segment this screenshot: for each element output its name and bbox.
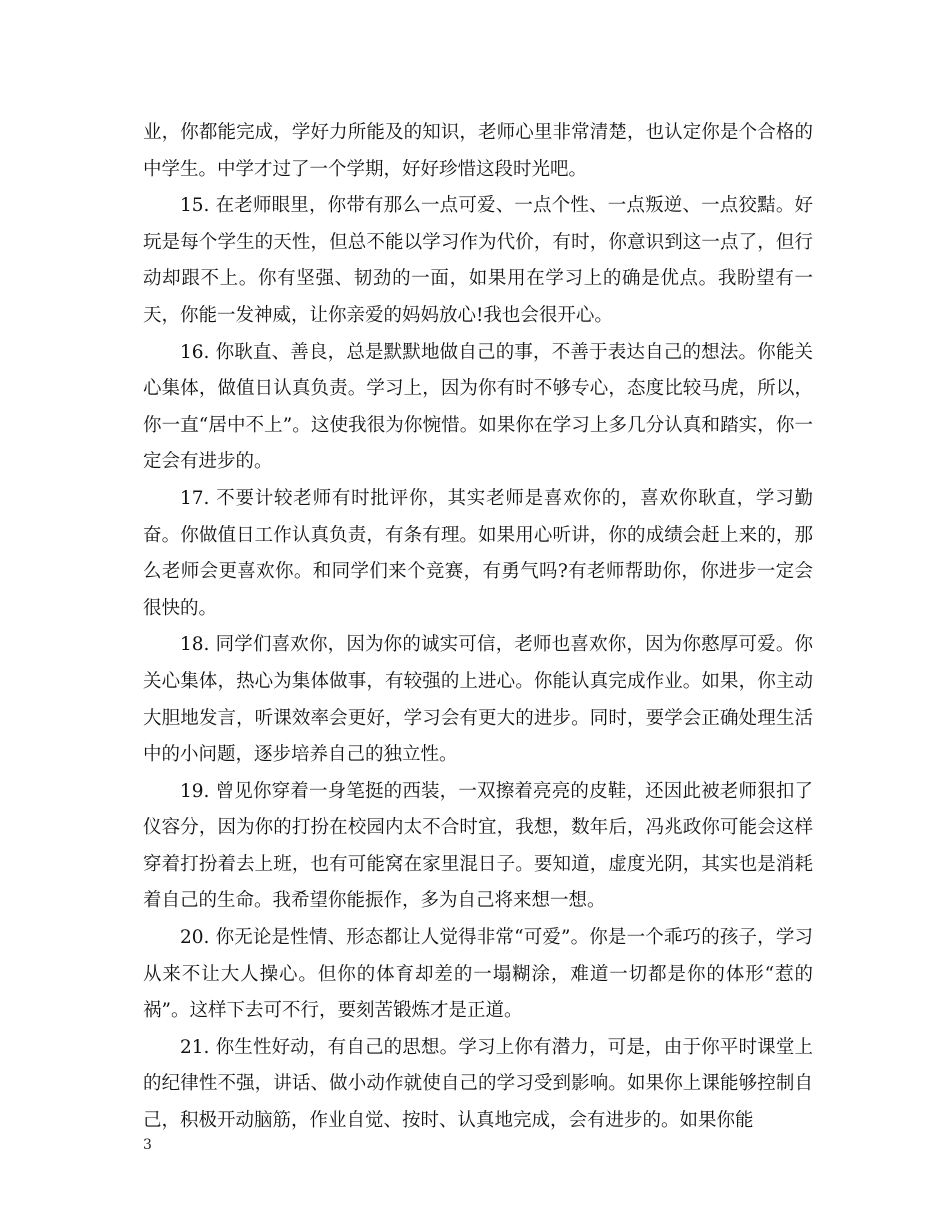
page-number: 3 [143,1137,152,1153]
paragraph-text: 你生性好动，有自己的思想。学习上你有潜力，可是，由于你平时课堂上的纪律性不强，讲话、做小动作就使自己的学习受到影响。如果你上课能够控制自己，积极开动脑筋，作业自觉、按时、认真地完成，会有进步的。如果你能 [143,1036,813,1132]
paragraph-15 [143,188,813,334]
paragraph-number: 15. [180,195,210,217]
paragraph-number: 19. [180,780,210,802]
paragraph-19 [143,774,813,920]
paragraph-text: 你耿直、善良，总是默默地做自己的事，不善于表达自己的想法。你能关心集体，做值日认真负责。学习上，因为你有时不够专心，态度比较马虎，所以，你一直“居中不上”。这使我很为你惋惜。如果你在学习上多几分认真和踏实，你一定会有进步的。 [143,341,813,473]
paragraph-text: 你无论是性情、形态都让人觉得非常“可爱”。你是一个乖巧的孩子，学习从来不让大人操心。但你的体育却差的一塌糊涂，难道一切都是你的体形“惹的祸”。这样下去可不行，要刻苦锻炼才是正道。 [143,927,813,1022]
paragraph-continued [143,115,813,188]
paragraph-number: 21. [180,1036,210,1058]
paragraph-number: 18. [180,634,210,656]
paragraph-text: 业，你都能完成，学好力所能及的知识，老师心里非常清楚，也认定你是个合格的中学生。中学才过了一个学期，好好珍惜这段时光吧。 [143,122,813,180]
paragraph-21 [143,1030,813,1140]
paragraph-text: 在老师眼里，你带有那么一点可爱、一点个性、一点叛逆、一点狡黠。好玩是每个学生的天性，但总不能以学习作为代价，有时，你意识到这一点了，但行动却跟不上。你有坚强、韧劲的一面，如果用在学习上的确是优点。我盼望有一天，你能一发神威，让你亲爱的妈妈放心!我也会很开心。 [143,195,813,326]
paragraph-17 [143,481,813,627]
paragraph-text: 不要计较老师有时批评你，其实老师是喜欢你的，喜欢你耿直，学习勤奋。你做值日工作认真负责，有条有理。如果用心听讲，你的成绩会赶上来的，那么老师会更喜欢你。和同学们来个竞赛，有勇气吗?有老师帮助你，你进步一定会很快的。 [143,487,813,619]
paragraph-18 [143,627,813,773]
paragraph-16 [143,335,813,481]
paragraph-number: 20. [180,927,210,949]
paragraph-number: 17. [180,487,210,509]
paragraph-text: 曾见你穿着一身笔挺的西装，一双擦着亮亮的皮鞋，还因此被老师狠扣了仪容分，因为你的打扮在校园内太不合时宜，我想，数年后，冯兆政你可能会这样穿着打扮着去上班，也有可能窝在家里混日子。要知道，虚度光阴，其实也是消耗着自己的生命。我希望你能振作，多为自己将来想一想。 [143,780,813,912]
body-text [143,115,813,1140]
paragraph-number: 16. [180,341,210,363]
paragraph-text: 同学们喜欢你，因为你的诚实可信，老师也喜欢你，因为你憨厚可爱。你关心集体，热心为集体做事，有较强的上进心。你能认真完成作业。如果，你主动大胆地发言，听课效率会更好，学习会有更大的进步。同时，要学会正确处理生活中的小问题，逐步培养自己的独立性。 [143,634,813,766]
paragraph-20 [143,920,813,1030]
